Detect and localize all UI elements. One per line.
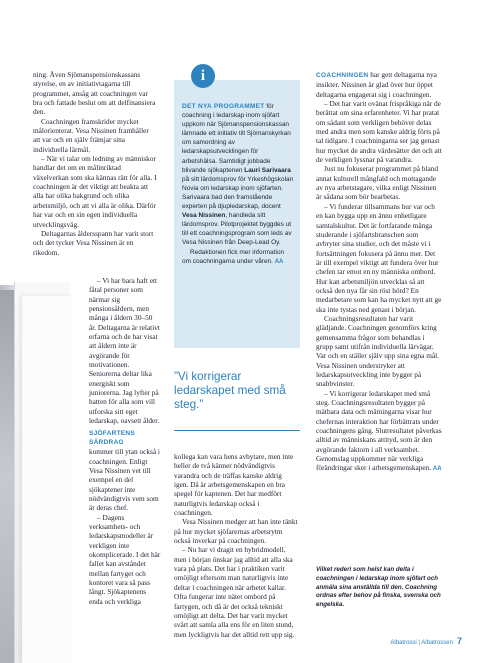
pull-quote: ”Vi korrigerar ledarskapet med små steg.”	[174, 370, 286, 411]
paragraph: – Det har varit ovänat frispråkiga när de berättat om sina erfarenheter. Vi har pratat om sådant som verkligen behöver delas med andra men som kanske aldrig förts på tal tidigare. I coachningarna ser jag genast hur mycket de andra värdesätter det och att de verkligen lyssnar på varandra.	[316, 99, 442, 165]
paragraph: – När vi talar om ledning av människor handlar det om en målinriktad växelverkan som ska kännas rätt för alla. I coachningen är det viktigt att beakta att alla har olika bakgrund och olika arbetsmiljö, och att vi alla är olika. Därför har var och en sin egen individuella utvecklingsväg.	[33, 154, 157, 229]
paragraph	[316, 389, 442, 475]
article-column-1-narrow	[89, 276, 161, 606]
text: , handleda sitt lärdomsprov. Pilotprojektet byggdes ut till ett coachningsprogram som leds av Vesa Nissinen från Deep-Lead Oy.	[182, 212, 292, 247]
article-column-1	[33, 70, 157, 257]
paragraph: Just nu fokuserar programmet på bland annat kulturell mångfald och mottagande av nya arbetstagare, vilka enligt Nissinen är sådana som bör bearbetas.	[316, 164, 439, 202]
photo-shade	[0, 290, 14, 663]
article-column-2	[174, 452, 298, 639]
divider	[174, 430, 300, 431]
section-heading: COACHNINGEN	[316, 72, 369, 79]
paragraph: Deltagarnas åldersspann har varit stort och det tycker Vesa Nissinen är en rikedom.	[33, 228, 154, 257]
paragraph: kollega kan vara hens avbytare, men inte heller de två känner nödvändigtvis varandra och de träffas kanske aldrig igen. Då är arbetsgemenskapen en bra spegel för kaptenen. Det har medfört naturligtvis ledarskap också i coachningen.	[174, 452, 294, 518]
photo-paper-front	[22, 296, 72, 663]
text: på sitt lärdomsprov för Yrkeshögskolan Novia om ledarskap inom sjöfarten. Sarivaara bad den framstående experten på djupledarskap, docent	[182, 175, 294, 211]
magazine-name-alt: Albatrossen	[421, 640, 453, 646]
info-box-heading: DET NYA PROGRAMMET	[182, 103, 265, 110]
paragraph: ning. Även Sjömanspensionskassans styrelse, en av initiativtagarna till programmet, ansåg att coachningen var bra och fattade beslut om att delfinansiera den.	[33, 70, 156, 117]
info-box	[174, 80, 300, 348]
page-footer: Albatrossi | Albatrossen 7	[390, 636, 462, 646]
paragraph: Vesa Nissinen medger att han inte tänkt på hur mycket sjöfarernas arbetsrytm också inverkar på coachningen.	[174, 517, 298, 546]
text: Redaktionen fick mer information om coachningarna under våren.	[182, 248, 285, 265]
magazine-name: Albatrossi	[390, 640, 417, 646]
text: för coachning i ledarskap inom sjöfart uppkom när Sjömanspensionskassan lämnade ett initiativ till Sjömanskyrkan om samordning av ledarskapsutvecklingen för arbetshälsa. Samtidigt jobbade blivande sjökaptenen	[182, 103, 291, 174]
paragraph: Coachningsresultaten har varit glädjande. Coachningen genomförs kring gemensamma frågor som behandlas i grupp samt utifrån individuella lärvägar. Var och en ställer själv upp sina egna mål. Vesa Nissinen understryker att ledarskapsutveckling inte bygger på snabbvinster.	[316, 313, 439, 389]
text: har gett deltagarna nya insikter. Nissinen är glad över hur öppet deltagarna engagerat sig i coachningen.	[316, 70, 437, 99]
text: – Vi korrigerar ledarskapet med små steg. Coachningsresultaten bygger på mätbara data och mätningarna visar hur chefernas interaktion har förbättrats under coachningens gång. Slutresultatet påverkas alltid av människans attityd, som är den avgörande faktorn i all verksamhet. Genomslag uppkommer när verkliga förändringar sker i arbetsgemenskapen.	[316, 388, 442, 473]
paragraph: – Dagens verksamhets- och ledarskapsmodeller är verkligen inte okomplicerade. I det här fallet kan avståndet mellan fartyget och kontoret vara så pass långt. Sjökaptenens enda och verkliga	[89, 512, 161, 606]
person-name: Lauri Sarivaara	[244, 166, 291, 174]
paragraph: Coachningen framskrider mycket målorienterat. Vesa Nissinen framhåller att var och en själv främjar sina individuella lärmål.	[33, 116, 149, 154]
footnote-box: Vilket rederi som helst kan delta i coachningen i ledarskap inom sjöfart och anmäla sina anställda till den. Coachning ordnas efter behov på finska, svenska och engelska.	[316, 566, 441, 609]
info-icon: i	[191, 64, 215, 88]
paragraph	[316, 70, 442, 99]
paragraph: – Vi har bara haft ett fåtal personer som närmar sig pensionsåldern, men många i åldern 30–50 år. Deltagarna är relativt erfarna och de har visat att åldern inte är avgörande för motivationen. Seniorerna deltar lika energiskt som juniorerna. Jag lyfter på hatten för alla som vill utforska sitt eget ledarskap, oavsett ålder.	[89, 276, 160, 426]
end-mark-icon: AA	[274, 258, 284, 265]
paragraph: kommer till ytan också i coachningen. Enligt Vesa Nissinen vet till exempel en del sjökaptener inte nödvändigtvis vem som är deras chef.	[89, 447, 160, 513]
paragraph: – Nu har vi dragit en hybridmodell, men i början önskar jag alltid att alla ska vara på plats. Det har i praktiken varit omöjligt eftersom man naturligtvis inte deltar i coachningen när arbetet kallar. Ofta fungerar inte nätet ombord på fartygen, och då är det också tekniskt omöjligt att delta. Det har varit mycket svårt att samla alla ens för en liten stund, men lyckligtvis har det alltid rett upp sig.	[174, 545, 295, 639]
info-box-paragraph	[182, 102, 294, 248]
article-column-3	[316, 70, 442, 475]
info-box-body	[182, 102, 294, 267]
paragraph: – Vi funderar tillsammans hur var och en kan bygga upp en ännu enhetligare samtalskultur. Det är fortfarande många studerande i sjöfartsbranschen som avbryter sina studier, och det måste vi i fortsättningen fokusera på ännu mer. Det är till exempel viktigt att fundera över hur chefen tar emot en ny människa ombord. Hur kan arbetsmiljön utvecklas så att också den nya får sin röst hörd? En medarbetare som kan ha mycket nytt att ge ska inte tystas ned genast i början.	[316, 201, 442, 314]
subheading: SJÖFARTENS SÄRDRAG	[89, 429, 135, 446]
info-box-paragraph	[182, 248, 294, 267]
page-number: 7	[456, 636, 462, 646]
end-mark-icon: AA	[432, 466, 442, 473]
person-name: Vesa Nissinen	[182, 212, 226, 220]
